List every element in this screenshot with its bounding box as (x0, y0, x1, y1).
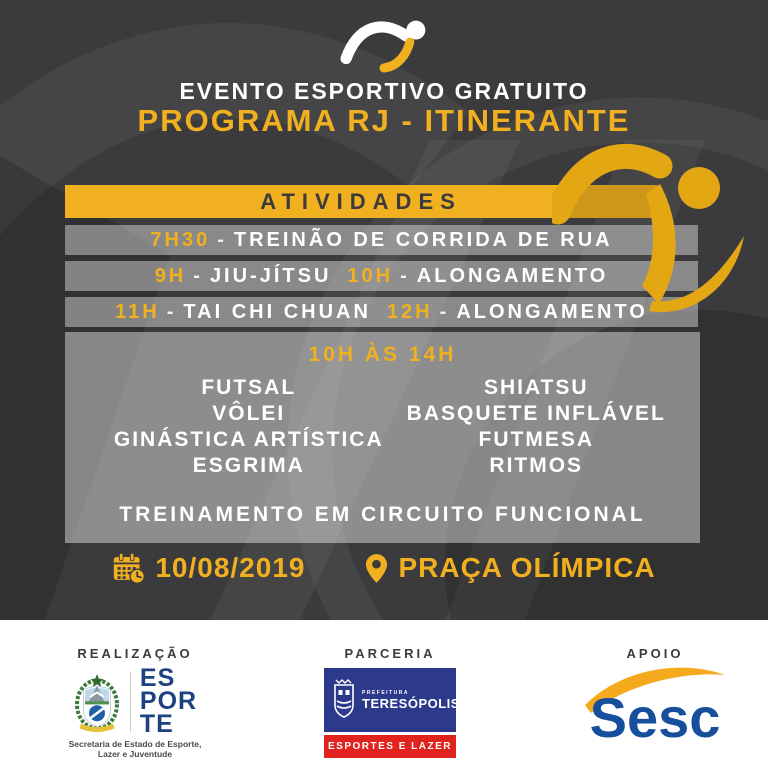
schedule-time: 7H30 (150, 229, 211, 251)
separator: - (166, 301, 177, 323)
rio-state-crest-icon (73, 668, 121, 736)
separator: - (193, 265, 203, 287)
activities-column-right (393, 377, 681, 481)
separator: - (217, 229, 227, 251)
esporte-wordmark (139, 664, 198, 738)
sesc-logo (581, 661, 729, 749)
event-date: 10/08/2019 (155, 552, 306, 583)
parceria-label: PARCERIA (344, 646, 436, 661)
activity-item: GINÁSTICA ARTÍSTICA (113, 428, 384, 451)
separator: - (439, 301, 450, 323)
activity-item: FUTSAL (201, 376, 297, 399)
sesc-wordmark: Sesc (589, 686, 721, 749)
event-date-group (112, 552, 305, 584)
activity-item-circuit: TREINAMENTO EM CIRCUITO FUNCIONAL (119, 503, 646, 526)
activities-columns (65, 377, 700, 481)
schedule-activity: TREINÃO DE CORRIDA DE RUA (233, 229, 613, 251)
realizacao-section (10, 620, 260, 759)
runner-watermark-icon (552, 136, 768, 334)
schedule-time: 10H (347, 265, 394, 287)
prefeitura-label: PREFEITURA (362, 689, 409, 696)
event-location: PRAÇA OLÍMPICA (398, 552, 656, 583)
event-title: PROGRAMA RJ - ITINERANTE (137, 103, 631, 138)
schedule-time: 12H (386, 301, 433, 323)
activity-item: RITMOS (489, 454, 584, 477)
teresopolis-name: TERESÓPOLIS (362, 695, 460, 711)
event-subtitle: EVENTO ESPORTIVO GRATUITO (179, 78, 589, 104)
activity-item: BASQUETE INFLÁVEL (406, 402, 666, 425)
calendar-clock-icon (112, 552, 145, 584)
parceria-section (312, 620, 468, 758)
logo-divider (130, 672, 131, 732)
schedule-time: 9H (154, 265, 187, 287)
esporte-line: ES (139, 664, 176, 692)
activity-item: SHIATSU (483, 376, 589, 399)
esporte-line: TE (139, 710, 174, 738)
event-location-group (365, 552, 655, 584)
activities-block (65, 332, 700, 543)
teresopolis-logo (324, 668, 460, 732)
activity-item: FUTMESA (478, 428, 594, 451)
event-info-row (0, 552, 768, 584)
esporte-logo (10, 664, 260, 738)
caption-line: Lazer e Juventude (97, 749, 173, 759)
esporte-line: POR (139, 687, 198, 715)
schedule-time: 11H (115, 301, 160, 323)
separator: - (400, 265, 410, 287)
schedule-activity: JIU-JÍTSU (209, 265, 332, 287)
apoio-label: APOIO (626, 646, 684, 661)
sponsors-footer (0, 620, 768, 768)
time-range: 10H ÀS 14H (308, 343, 457, 366)
schedule-activity: TAI CHI CHUAN (183, 301, 371, 323)
activities-banner-label: ATIVIDADES (260, 189, 462, 214)
activity-item: ESGRIMA (192, 454, 305, 477)
schedule-activity: ALONGAMENTO (456, 301, 648, 323)
realizacao-label: REALIZAÇÃO (77, 646, 193, 661)
apoio-section (560, 620, 750, 749)
caption-line: Secretaria de Estado de Esporte, (68, 739, 202, 749)
activities-column-left (105, 377, 393, 481)
teresopolis-crest-icon (332, 679, 356, 721)
activity-item: VÔLEI (212, 402, 286, 425)
schedule-activity: ALONGAMENTO (416, 265, 609, 287)
location-pin-icon (365, 553, 388, 584)
secretaria-caption (10, 739, 260, 759)
esportes-lazer-banner: ESPORTES E LAZER (324, 735, 456, 758)
runner-logo-icon (338, 12, 430, 74)
teresopolis-wordmark (362, 690, 460, 711)
